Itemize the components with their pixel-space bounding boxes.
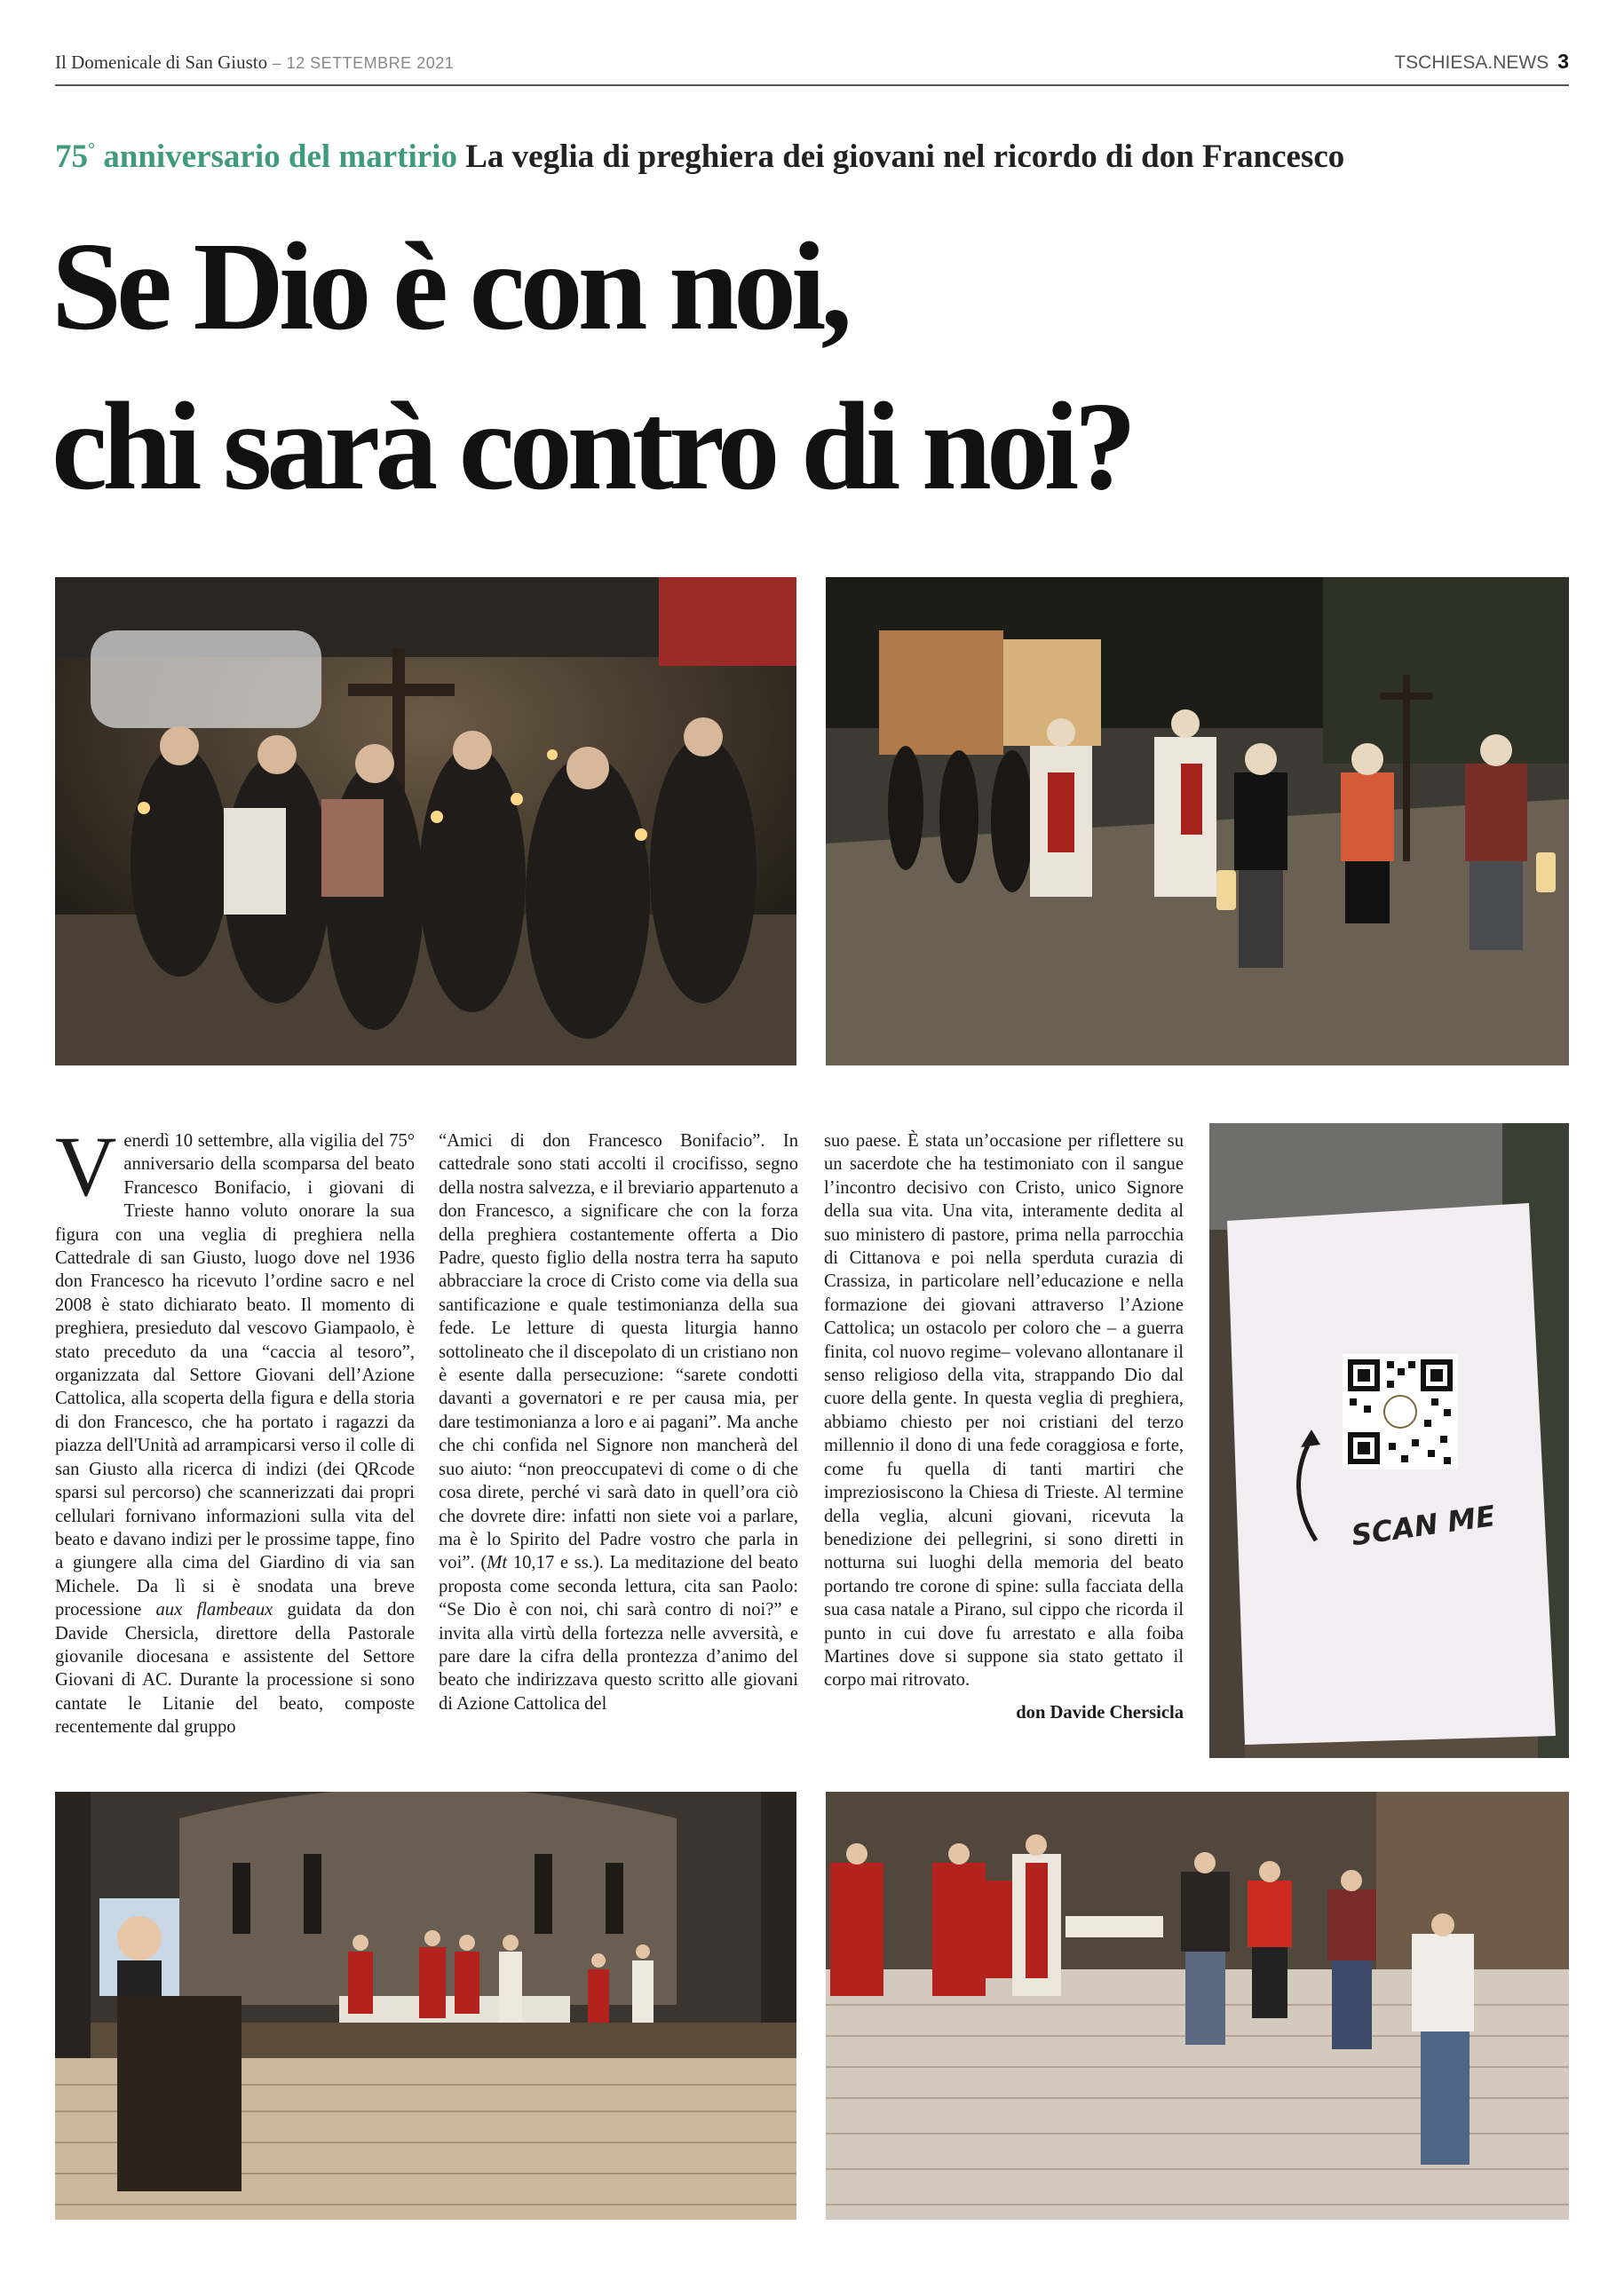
column-3-text: suo paese. È stata un’occasione per riflettere su un sacerdote che ha testimoniato con il sangue l’incontro decisivo con Cristo, unico Signore della sua vita. Una vita, interamente dedita al suo ministero di pastore, prima nella parrocchia di Cittanova e poi nella sperduta curazia di Crassiza, in particolare nell’educazione e nella formazione dei giovani attraverso l’Azione Cattolica; un ostacolo per coloro che – a guerra finita, col nuovo regime– volevano allontanare il senso religioso della vita, strappando Dio dal cuore della gente. In questa veglia di preghiera, abbiamo chiesto per noi cristiani del terzo millennio il dono di una fede coraggiosa e forte, come fu quella di tanti martiri che impreziosiscono la Chiesa di Trieste. Al termine della veglia, alcuni giovani, ricevuta la benedizione dei pellegrini, si sono diretti in notturna sui luoghi della memoria del beato portando tre corone di spine: sulla facciata della sua casa natale a Pirano, sul cippo che ricorda il punto in cui dove fu arrestato e alla foiba Martines dove si suppone sia stato gettato il corpo mai ritrovato. — [824, 1131, 1184, 1691]
page-number: 3 — [1557, 50, 1569, 73]
running-header-right — [1394, 50, 1569, 74]
article-column-3 — [824, 1129, 1184, 1724]
photo-qr-poster — [1209, 1123, 1569, 1758]
publication-name: Il Domenicale di San Giusto — [55, 51, 268, 73]
column-2-text: “Amici di don Francesco Bonifacio”. In cattedrale sono stati accolti il crocifisso, segno della nostra salvezza, e il breviario appartenuto a don Francesco, a significare che con la forza della preghiera costantemente offerta a Dio Padre, questo figlio della nostra terra ha saputo abbracciare la croce di Cristo come via della sua santificazione e quale testimonianza della sua fede. Le letture di questa liturgia hanno sottolineato che il discepolato di un cristiano non è esente dalla persecuzione: “sarete condotti davanti a governatori e re per causa mia, per dare testimonianza a loro e ai pagani”. Ma anche che chi confida nel Signore non mancherà del suo aiuto: “non preoccupatevi di come o di che cosa direte, perché vi sarà dato in quell’ora ciò che dovrete dire: infatti non siete voi a parlare, ma è lo Spirito del Padre vostro che parla in voi”. ( — [439, 1131, 798, 1573]
column-1-text: enerdì 10 settembre, alla vigilia del 75° anniversario della scomparsa del beato Francesco Bonifacio, i giovani di Trieste hanno voluto onorare la sua figura con una veglia di preghiera nella Cattedrale di san Giusto, luogo dove nel 1936 don Francesco ha ricevuto l’ordine sacro e nel 2008 è stato dichiarato beato. Il momento di preghiera, presieduto dal vescovo Giampaolo, è stato preceduto da una “caccia al tesoro”, organizzata dal Settore Giovani dell’Azione Cattolica, alla scoperta della figura e della storia di don Francesco, che ha portato i ragazzi da piazza dell'Unità ad arrampicarsi verso il colle di san Giusto alla ricerca di indizi (dei QRcode sparsi sul percorso) che scannerizzati dai propri cellulari fornivano informazioni sulla vita del beato e davano indizi per le prossime tappe, fino a giungere alla cima del Giardino di via san Michele. Da lì si è snodata una breve processione — [55, 1131, 415, 1620]
kicker-subtitle: La veglia di preghiera dei giovani nel ricordo di don Francesco — [465, 139, 1345, 175]
column-1-italic: aux flambeaux — [155, 1600, 273, 1620]
column-2-ref: Mt — [487, 1553, 508, 1573]
photo-procession — [826, 577, 1569, 1065]
photo-altar-steps — [826, 1792, 1569, 2220]
author-signature: don Davide Chersicla — [1016, 1702, 1184, 1723]
date-separator: – — [267, 54, 287, 72]
photo-cathedral-altar — [55, 1792, 796, 2220]
poster-scan-me: SCAN ME — [1349, 1499, 1498, 1553]
issue-date: 12 SETTEMBRE 2021 — [286, 54, 455, 72]
header-rule — [55, 84, 1569, 86]
photo-night-gathering — [55, 577, 796, 1065]
article-column-2 — [439, 1129, 798, 1715]
column-1-text-end: guidata da don Davide Chersicla, direttore della Pastorale giovanile diocesana e assistente del Settore Giovani di AC. Durante la processione si sono cantate le Litanie del beato, composte recentemente dal gruppo — [55, 1600, 415, 1738]
headline-line-2: chi sarà contro di noi? — [51, 376, 1132, 516]
column-2-text-end: 10,17 e ss.). La meditazione del beato proposta come seconda lettura, cita san Paolo: “Se Dio è con noi, chi sarà contro di noi?” e invita alla virtù della fortezza nelle avversità, e pare dare la cifra della prontezza d’animo del beato che indirizzava questo scritto alle giovani di Azione Cattolica del — [439, 1553, 798, 1714]
kicker — [55, 138, 1344, 176]
running-header-left — [55, 51, 454, 74]
site-name: TSCHIESA.NEWS — [1394, 52, 1549, 73]
article-column-1 — [55, 1119, 415, 1739]
headline — [51, 206, 1131, 526]
kicker-number: 75° anniversario del martirio — [55, 139, 457, 175]
dropcap: V — [55, 1119, 117, 1214]
headline-line-1: Se Dio è con noi, — [51, 216, 847, 356]
